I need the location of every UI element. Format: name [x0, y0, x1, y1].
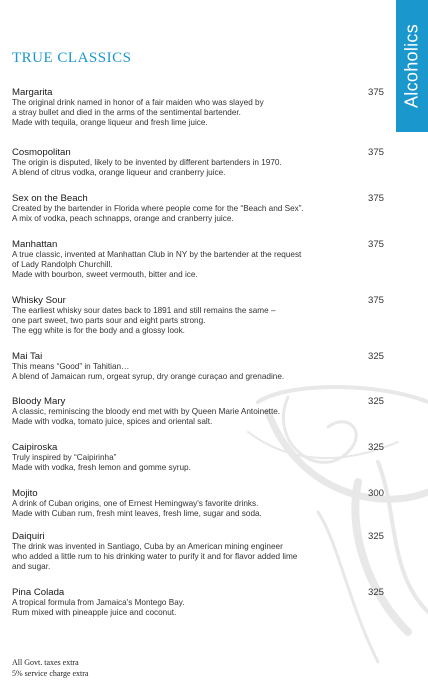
menu-item-bloody-mary: [12, 396, 384, 442]
item-price: 325: [367, 587, 384, 598]
item-name: Mojito: [12, 488, 38, 499]
menu-item-margarita: [12, 87, 384, 147]
menu-list: [12, 87, 384, 621]
item-price: 375: [367, 193, 384, 204]
menu-item-mai-tai: [12, 351, 384, 396]
item-description: This means “Good” in Tahitian… A blend of Jamaican rum, orgeat syrup, dry orange curaçao and grenadine.: [12, 362, 285, 381]
menu-item-mojito: [12, 488, 384, 531]
item-description: A classic, reminiscing the bloody end met with by Queen Marie Antoinette. Made with vodka, tomato juice, spices and oriental salt.: [12, 407, 281, 426]
item-price: 375: [367, 239, 384, 250]
item-name: Daiquiri: [12, 531, 45, 542]
item-price: 375: [367, 147, 384, 158]
item-name: Mai Tai: [12, 351, 43, 362]
item-description: The origin is disputed, likely to be invented by different bartenders in 1970. A blend of citrus vodka, orange liqueur and cranberry juice.: [12, 158, 282, 177]
item-name: Manhattan: [12, 239, 58, 250]
item-price: 325: [367, 351, 384, 362]
section-title: TRUE CLASSICS: [12, 50, 132, 66]
menu-item-daiquiri: [12, 531, 384, 587]
menu-item-pina-colada: [12, 587, 384, 621]
menu-item-sex-on-the-beach: [12, 193, 384, 239]
menu-item-cosmopolitan: [12, 147, 384, 193]
item-price: 325: [367, 531, 384, 542]
item-name: Whisky Sour: [12, 295, 66, 306]
item-price: 325: [367, 396, 384, 407]
item-price: 325: [367, 442, 384, 453]
item-description: A true classic, invented at Manhattan Club in NY by the bartender at the request of Lady Randolph Churchill. Made with bourbon, sweet vermouth, bitter and ice.: [12, 250, 302, 279]
item-description: A drink of Cuban origins, one of Ernest Hemingway's favorite drinks. Made with Cuban rum, fresh mint leaves, fresh lime, sugar and soda.: [12, 499, 262, 518]
item-name: Bloody Mary: [12, 396, 66, 407]
menu-item-manhattan: [12, 239, 384, 295]
item-price: 375: [367, 87, 384, 98]
item-name: Sex on the Beach: [12, 193, 88, 204]
item-price: 375: [367, 295, 384, 306]
menu-item-caipiroska: [12, 442, 384, 488]
item-price: 300: [367, 488, 384, 499]
item-description: The original drink named in honor of a fair maiden who was slayed by a stray bullet and died in the arms of the sentimental bartender. Made with tequila, orange liqueur and fresh lime juice.: [12, 98, 264, 127]
item-name: Caipiroska: [12, 442, 58, 453]
item-name: Margarita: [12, 87, 53, 98]
tax-note: All Govt. taxes extra 5% service charge extra: [12, 658, 89, 678]
item-description: A tropical formula from Jamaica's Montego Bay. Rum mixed with pineapple juice and coconut.: [12, 598, 185, 617]
item-description: Created by the bartender in Florida where people come for the “Beach and Sex”. A mix of vodka, peach schnapps, orange and cranberry juice.: [12, 204, 304, 223]
item-description: Truly inspired by “Caipirinha” Made with vodka, fresh lemon and gomme syrup.: [12, 453, 191, 472]
category-tab-label: Alcoholics: [401, 23, 422, 109]
item-description: The earliest whisky sour dates back to 1891 and still remains the same – one part sweet, two parts sour and eight parts strong. The egg white is for the body and a glossy look.: [12, 306, 276, 335]
category-tab: [396, 0, 428, 132]
item-name: Pina Colada: [12, 587, 65, 598]
menu-item-whisky-sour: [12, 295, 384, 351]
item-description: The drink was invented in Santiago, Cuba by an American mining engineer who added a little rum to his drinking water to purify it and for flavor added lime and sugar.: [12, 542, 298, 571]
item-name: Cosmopolitan: [12, 147, 71, 158]
